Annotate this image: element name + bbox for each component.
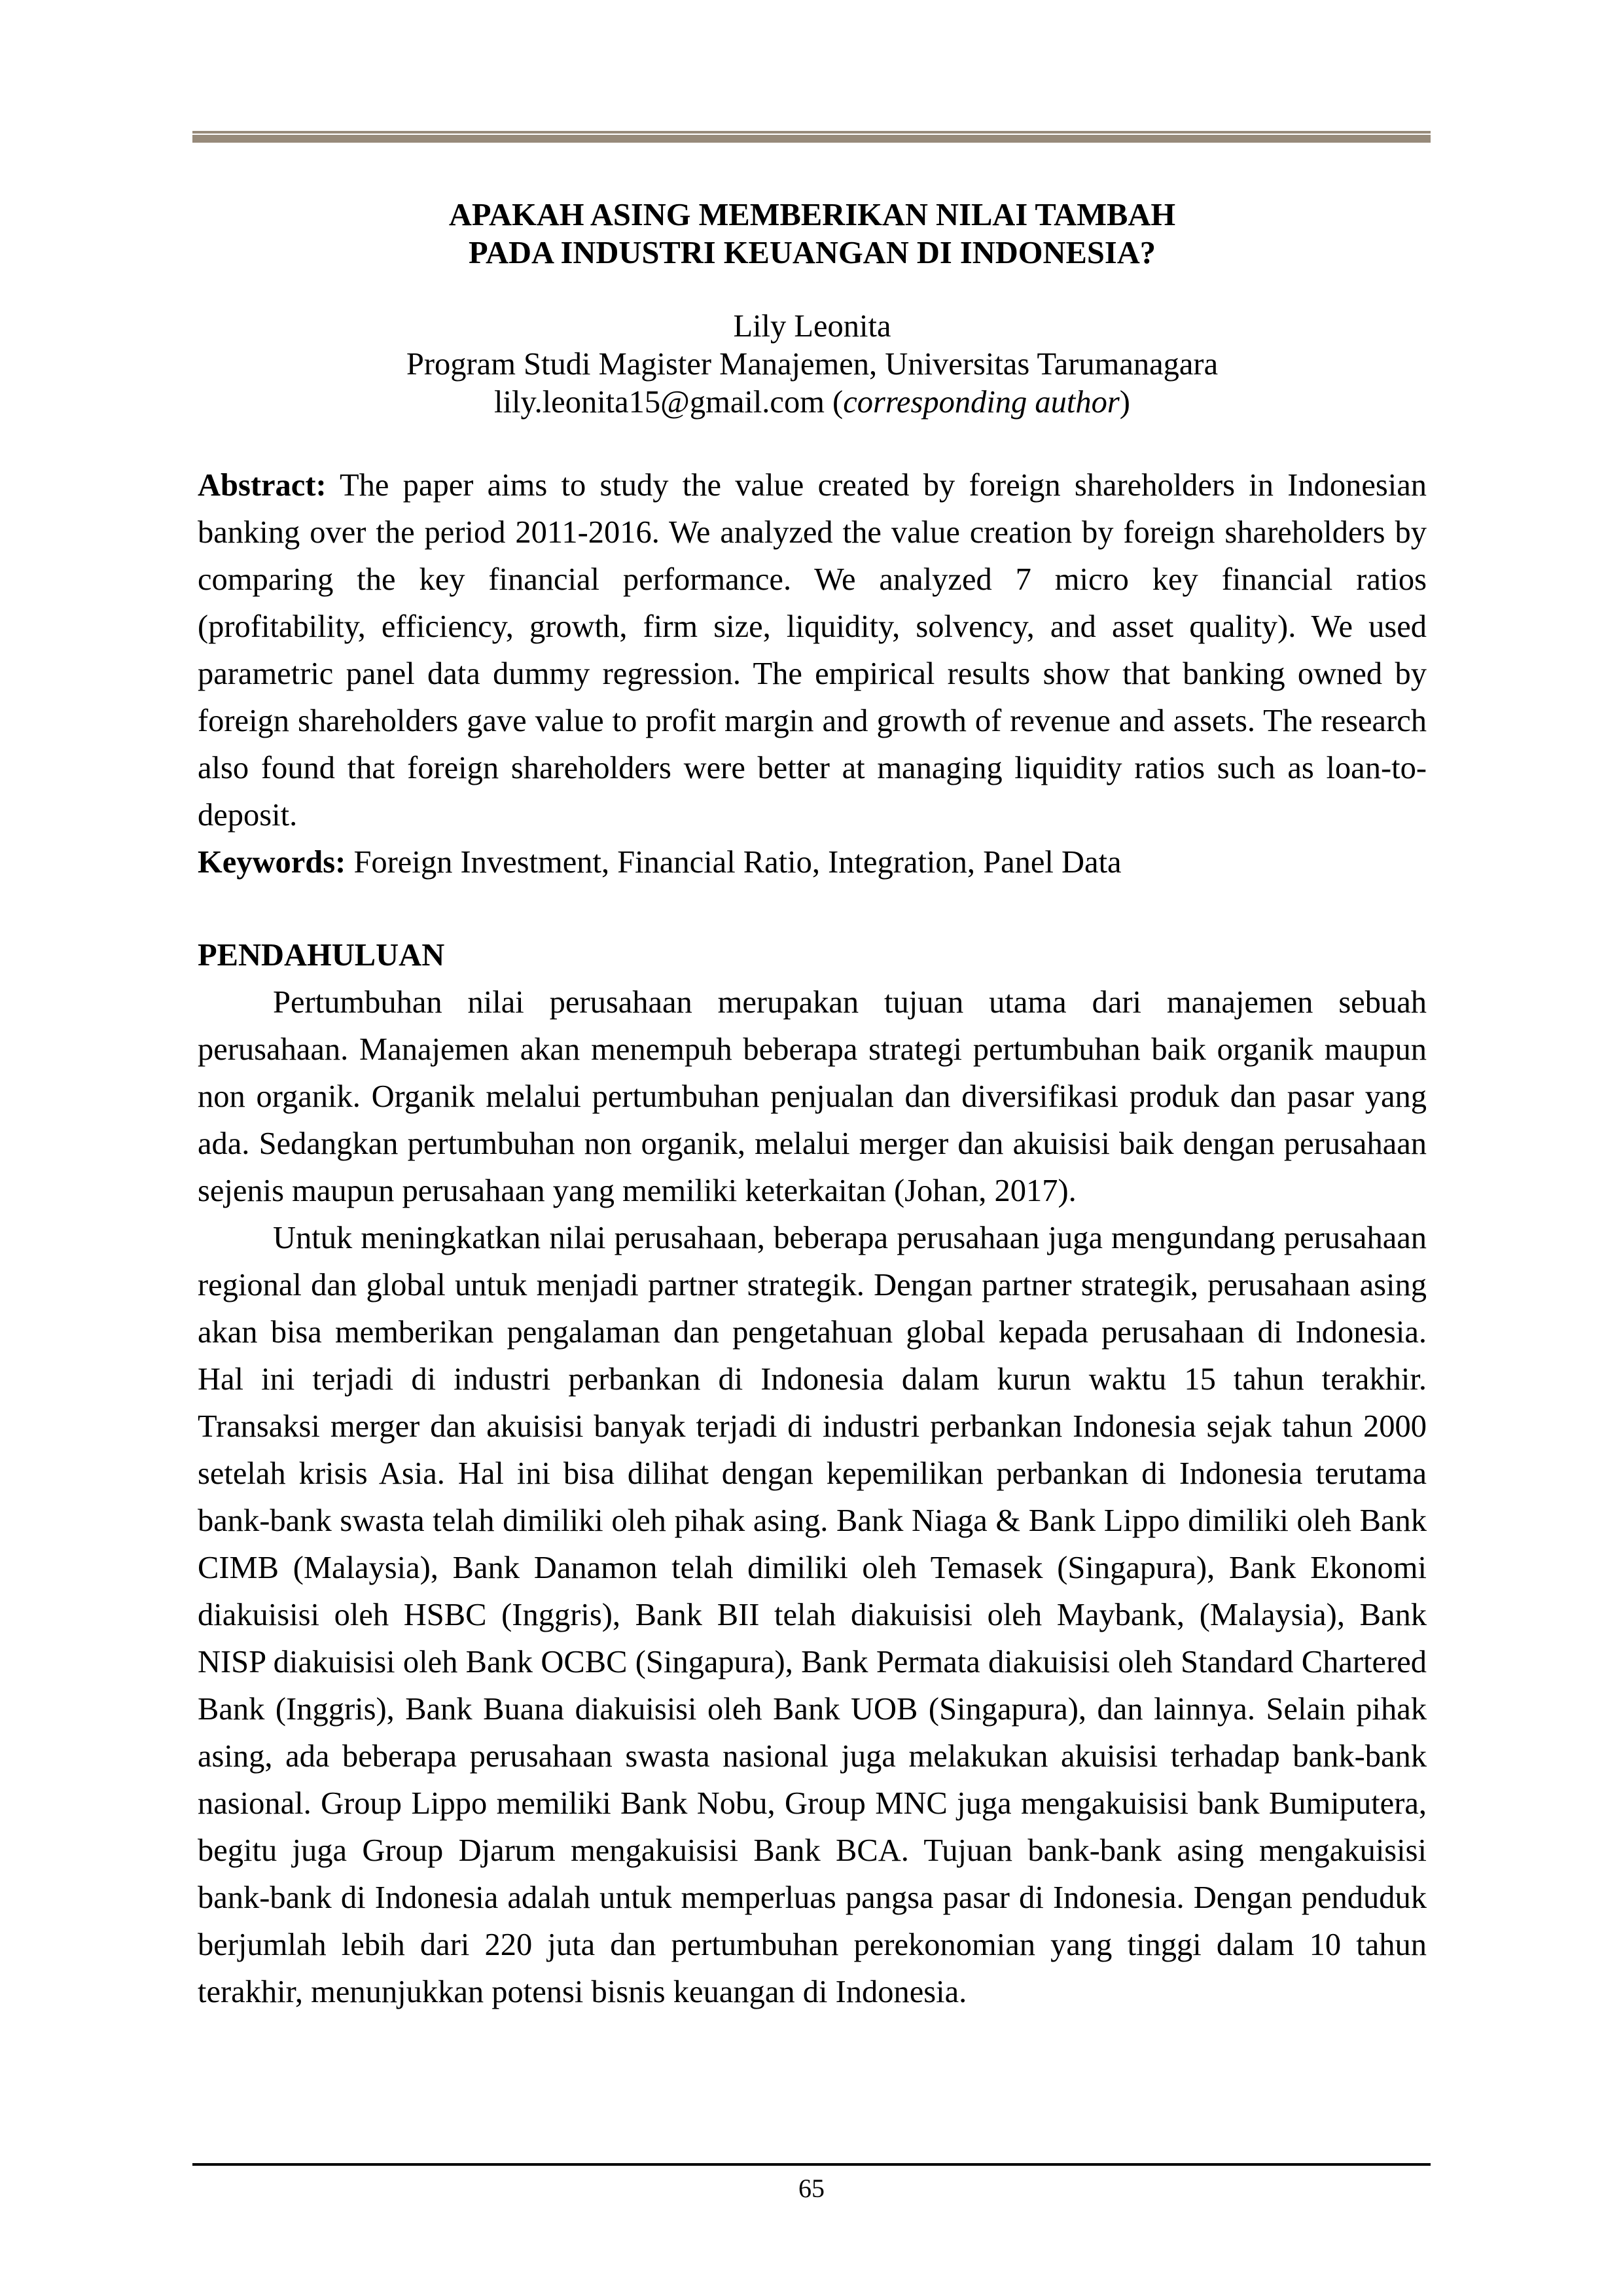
section-heading-pendahuluan: PENDAHULUAN: [198, 938, 445, 973]
corresponding-author-note: corresponding author: [843, 385, 1120, 420]
paper-title: [198, 196, 1427, 272]
author-name: Lily Leonita: [733, 309, 891, 344]
header-rule-thick: [192, 135, 1431, 143]
header-rule-thin: [192, 131, 1431, 134]
author-affiliation: Program Studi Magister Manajemen, Universitas Tarumanagara: [406, 347, 1219, 382]
page-number: 65: [798, 2174, 825, 2203]
page-content: [198, 196, 1427, 2016]
abstract-label: Abstract:: [198, 468, 327, 503]
title-line-2: PADA INDUSTRI KEUANGAN DI INDONESIA?: [468, 236, 1156, 270]
abstract-text: The paper aims to study the value created by foreign shareholders in Indonesian banking over the period 2011-2016. We analyzed the value creation by foreign shareholders by comparing the key financial performance. We analyzed 7 micro key financial ratios (profitability, efficiency, growth, firm size, liquidity, solvency, and asset quality). We used parametric panel data dummy regression. The empirical results show that banking owned by foreign shareholders gave value to profit margin and growth of revenue and assets. The research also found that foreign shareholders were better at managing liquidity ratios such as loan-to-deposit.: [198, 468, 1427, 833]
author-block: [198, 308, 1427, 422]
email-note-close: ): [1119, 385, 1130, 420]
keywords-text: Foreign Investment, Financial Ratio, Integration, Panel Data: [346, 845, 1122, 880]
body-paragraph-1: Pertumbuhan nilai perusahaan merupakan tujuan utama dari manajemen sebuah perusahaan. Manajemen akan menempuh beberapa strategi pertumbuhan baik organik maupun non organik. Organik melalui pertumbuhan penjualan dan diversifikasi produk dan pasar yang ada. Sedangkan pertumbuhan non organik, melalui merger dan akuisisi baik dengan perusahaan sejenis maupun perusahaan yang memiliki keterkaitan (Johan, 2017).: [198, 985, 1427, 1208]
keywords-label: Keywords:: [198, 845, 346, 880]
footer-rule: [192, 2163, 1431, 2166]
author-email[interactable]: lily.leonita15@gmail.com: [494, 385, 825, 420]
abstract: [198, 462, 1427, 839]
body-paragraph-2: Untuk meningkatkan nilai perusahaan, beberapa perusahaan juga mengundang perusahaan regional dan global untuk menjadi partner strategik. Dengan partner strategik, perusahaan asing akan bisa memberikan pengalaman dan pengetahuan global kepada perusahaan di Indonesia. Hal ini terjadi di industri perbankan di Indonesia dalam kurun waktu 15 tahun terakhir. Transaksi merger dan akuisisi banyak terjadi di industri perbankan Indonesia sejak tahun 2000 setelah krisis Asia. Hal ini bisa dilihat dengan kepemilikan perbankan di Indonesia terutama bank-bank swasta telah dimiliki oleh pihak asing. Bank Niaga & Bank Lippo dimiliki oleh Bank CIMB (Malaysia), Bank Danamon telah dimiliki oleh Temasek (Singapura), Bank Ekonomi diakuisisi oleh HSBC (Inggris), Bank BII telah diakuisisi oleh Maybank, (Malaysia), Bank NISP diakuisisi oleh Bank OCBC (Singapura), Bank Permata diakuisisi oleh Standard Chartered Bank (Inggris), Bank Buana diakuisisi oleh Bank UOB (Singapura), dan lainnya. Selain pihak asing, ada beberapa perusahaan swasta nasional juga melakukan akuisisi terhadap bank-bank nasional. Group Lippo memiliki Bank Nobu, Group MNC juga mengakuisisi bank Bumiputera, begitu juga Group Djarum mengakuisisi Bank BCA. Tujuan bank-bank asing mengakuisisi bank-bank di Indonesia adalah untuk memperluas pangsa pasar di Indonesia. Dengan penduduk berjumlah lebih dari 220 juta dan pertumbuhan perekonomian yang tinggi dalam 10 tahun terakhir, menunjukkan potensi bisnis keuangan di Indonesia.: [198, 1221, 1427, 2009]
title-line-1: APAKAH ASING MEMBERIKAN NILAI TAMBAH: [448, 198, 1176, 232]
keywords: [198, 839, 1427, 886]
email-note-open: (: [824, 385, 844, 420]
author-email-line: [198, 384, 1427, 422]
